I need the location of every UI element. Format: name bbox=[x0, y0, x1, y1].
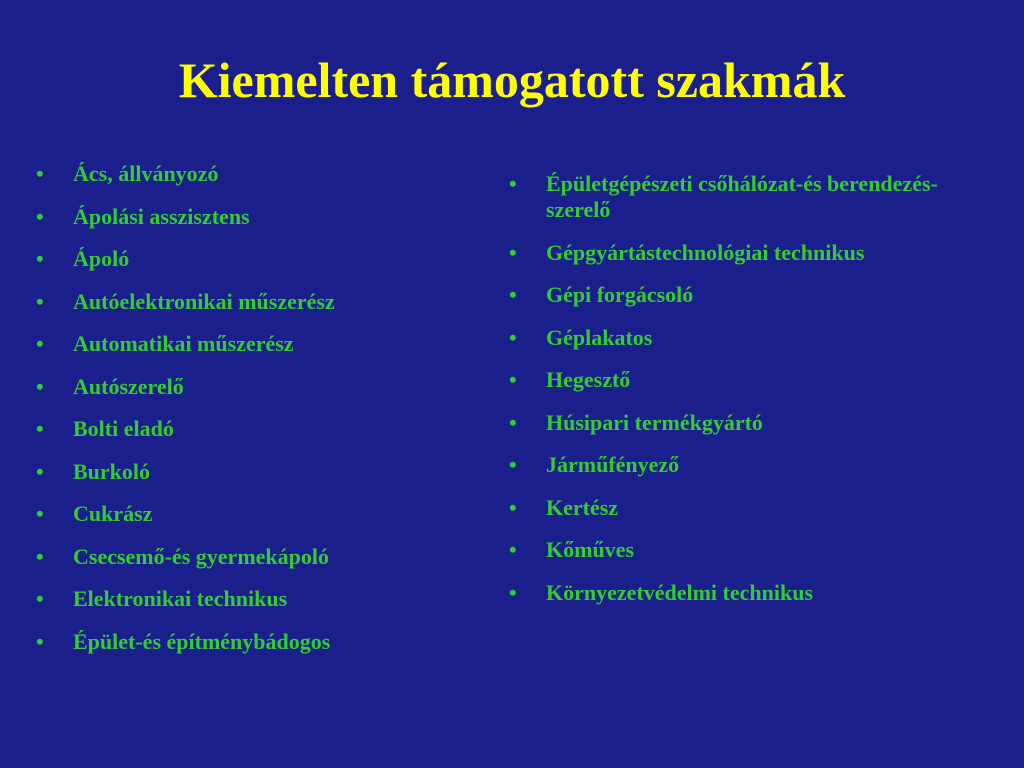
bullet-icon: • bbox=[509, 409, 517, 435]
list-item-text: Géplakatos bbox=[546, 324, 653, 350]
list-item bbox=[503, 410, 943, 436]
list-item-text: Burkoló bbox=[73, 458, 151, 484]
list-item bbox=[503, 537, 943, 563]
list-item-text: Kertész bbox=[546, 494, 619, 520]
list-item bbox=[30, 161, 470, 187]
right-bullet-list bbox=[503, 171, 943, 622]
list-item bbox=[503, 495, 943, 521]
bullet-icon: • bbox=[36, 628, 44, 654]
list-item-text: Gépi forgácsoló bbox=[546, 282, 694, 307]
list-item bbox=[30, 544, 470, 570]
list-item-text: Kőműves bbox=[546, 537, 634, 562]
bullet-icon: • bbox=[36, 373, 44, 399]
list-item-text: Autószerelő bbox=[73, 373, 184, 399]
list-item-text: Épületgépészeti csőhálózat-és berendezés-szerelő bbox=[546, 171, 938, 222]
list-item-text: Ápolási asszisztens bbox=[73, 203, 250, 229]
list-item bbox=[30, 289, 470, 315]
list-item bbox=[503, 367, 943, 393]
bullet-icon: • bbox=[509, 282, 517, 307]
list-item bbox=[30, 629, 470, 655]
bullet-icon: • bbox=[36, 501, 44, 526]
list-item bbox=[503, 240, 943, 266]
list-item-text: Húsipari termékgyártó bbox=[546, 409, 763, 435]
list-item-text: Csecsemő-és gyermekápoló bbox=[73, 543, 329, 569]
bullet-icon: • bbox=[509, 494, 517, 520]
list-item-text: Épület-és építménybádogos bbox=[73, 628, 331, 654]
list-item-text: Hegesztő bbox=[546, 367, 631, 392]
bullet-icon: • bbox=[509, 324, 517, 350]
bullet-icon: • bbox=[509, 537, 517, 562]
list-item-text: Ács, állványozó bbox=[73, 161, 219, 186]
list-item-text: Járműfényező bbox=[546, 452, 680, 477]
list-item-text: Gépgyártástechnológiai technikus bbox=[546, 239, 865, 265]
list-item-text: Bolti eladó bbox=[73, 416, 174, 441]
bullet-icon: • bbox=[509, 171, 517, 196]
list-item bbox=[503, 282, 943, 308]
list-item bbox=[503, 325, 943, 351]
list-item-text: Cukrász bbox=[73, 501, 153, 526]
list-item bbox=[503, 171, 943, 223]
bullet-icon: • bbox=[509, 579, 517, 605]
bullet-icon: • bbox=[509, 239, 517, 265]
list-item bbox=[503, 452, 943, 478]
list-item bbox=[503, 580, 943, 606]
list-item-text: Ápoló bbox=[73, 246, 130, 271]
list-item-text: Autóelektronikai műszerész bbox=[73, 288, 335, 314]
list-item-text: Környezetvédelmi technikus bbox=[546, 579, 814, 605]
bullet-icon: • bbox=[36, 543, 44, 569]
slide-title: Kiemelten támogatott szakmák bbox=[178, 52, 846, 108]
bullet-icon: • bbox=[36, 331, 44, 356]
left-bullet-list bbox=[30, 161, 470, 671]
bullet-icon: • bbox=[36, 203, 44, 229]
bullet-icon: • bbox=[36, 416, 44, 441]
bullet-icon: • bbox=[509, 367, 517, 392]
bullet-icon: • bbox=[36, 161, 44, 186]
list-item-text: Elektronikai technikus bbox=[73, 586, 288, 611]
bullet-icon: • bbox=[36, 586, 44, 611]
list-item bbox=[30, 416, 470, 442]
list-item bbox=[30, 459, 470, 485]
list-item bbox=[30, 331, 470, 357]
bullet-icon: • bbox=[36, 458, 44, 484]
list-item bbox=[30, 246, 470, 272]
list-item bbox=[30, 586, 470, 612]
list-item bbox=[30, 204, 470, 230]
bullet-icon: • bbox=[36, 246, 44, 271]
bullet-icon: • bbox=[36, 288, 44, 314]
bullet-icon: • bbox=[509, 452, 517, 477]
list-item bbox=[30, 501, 470, 527]
list-item-text: Automatikai műszerész bbox=[73, 331, 294, 356]
list-item bbox=[30, 374, 470, 400]
